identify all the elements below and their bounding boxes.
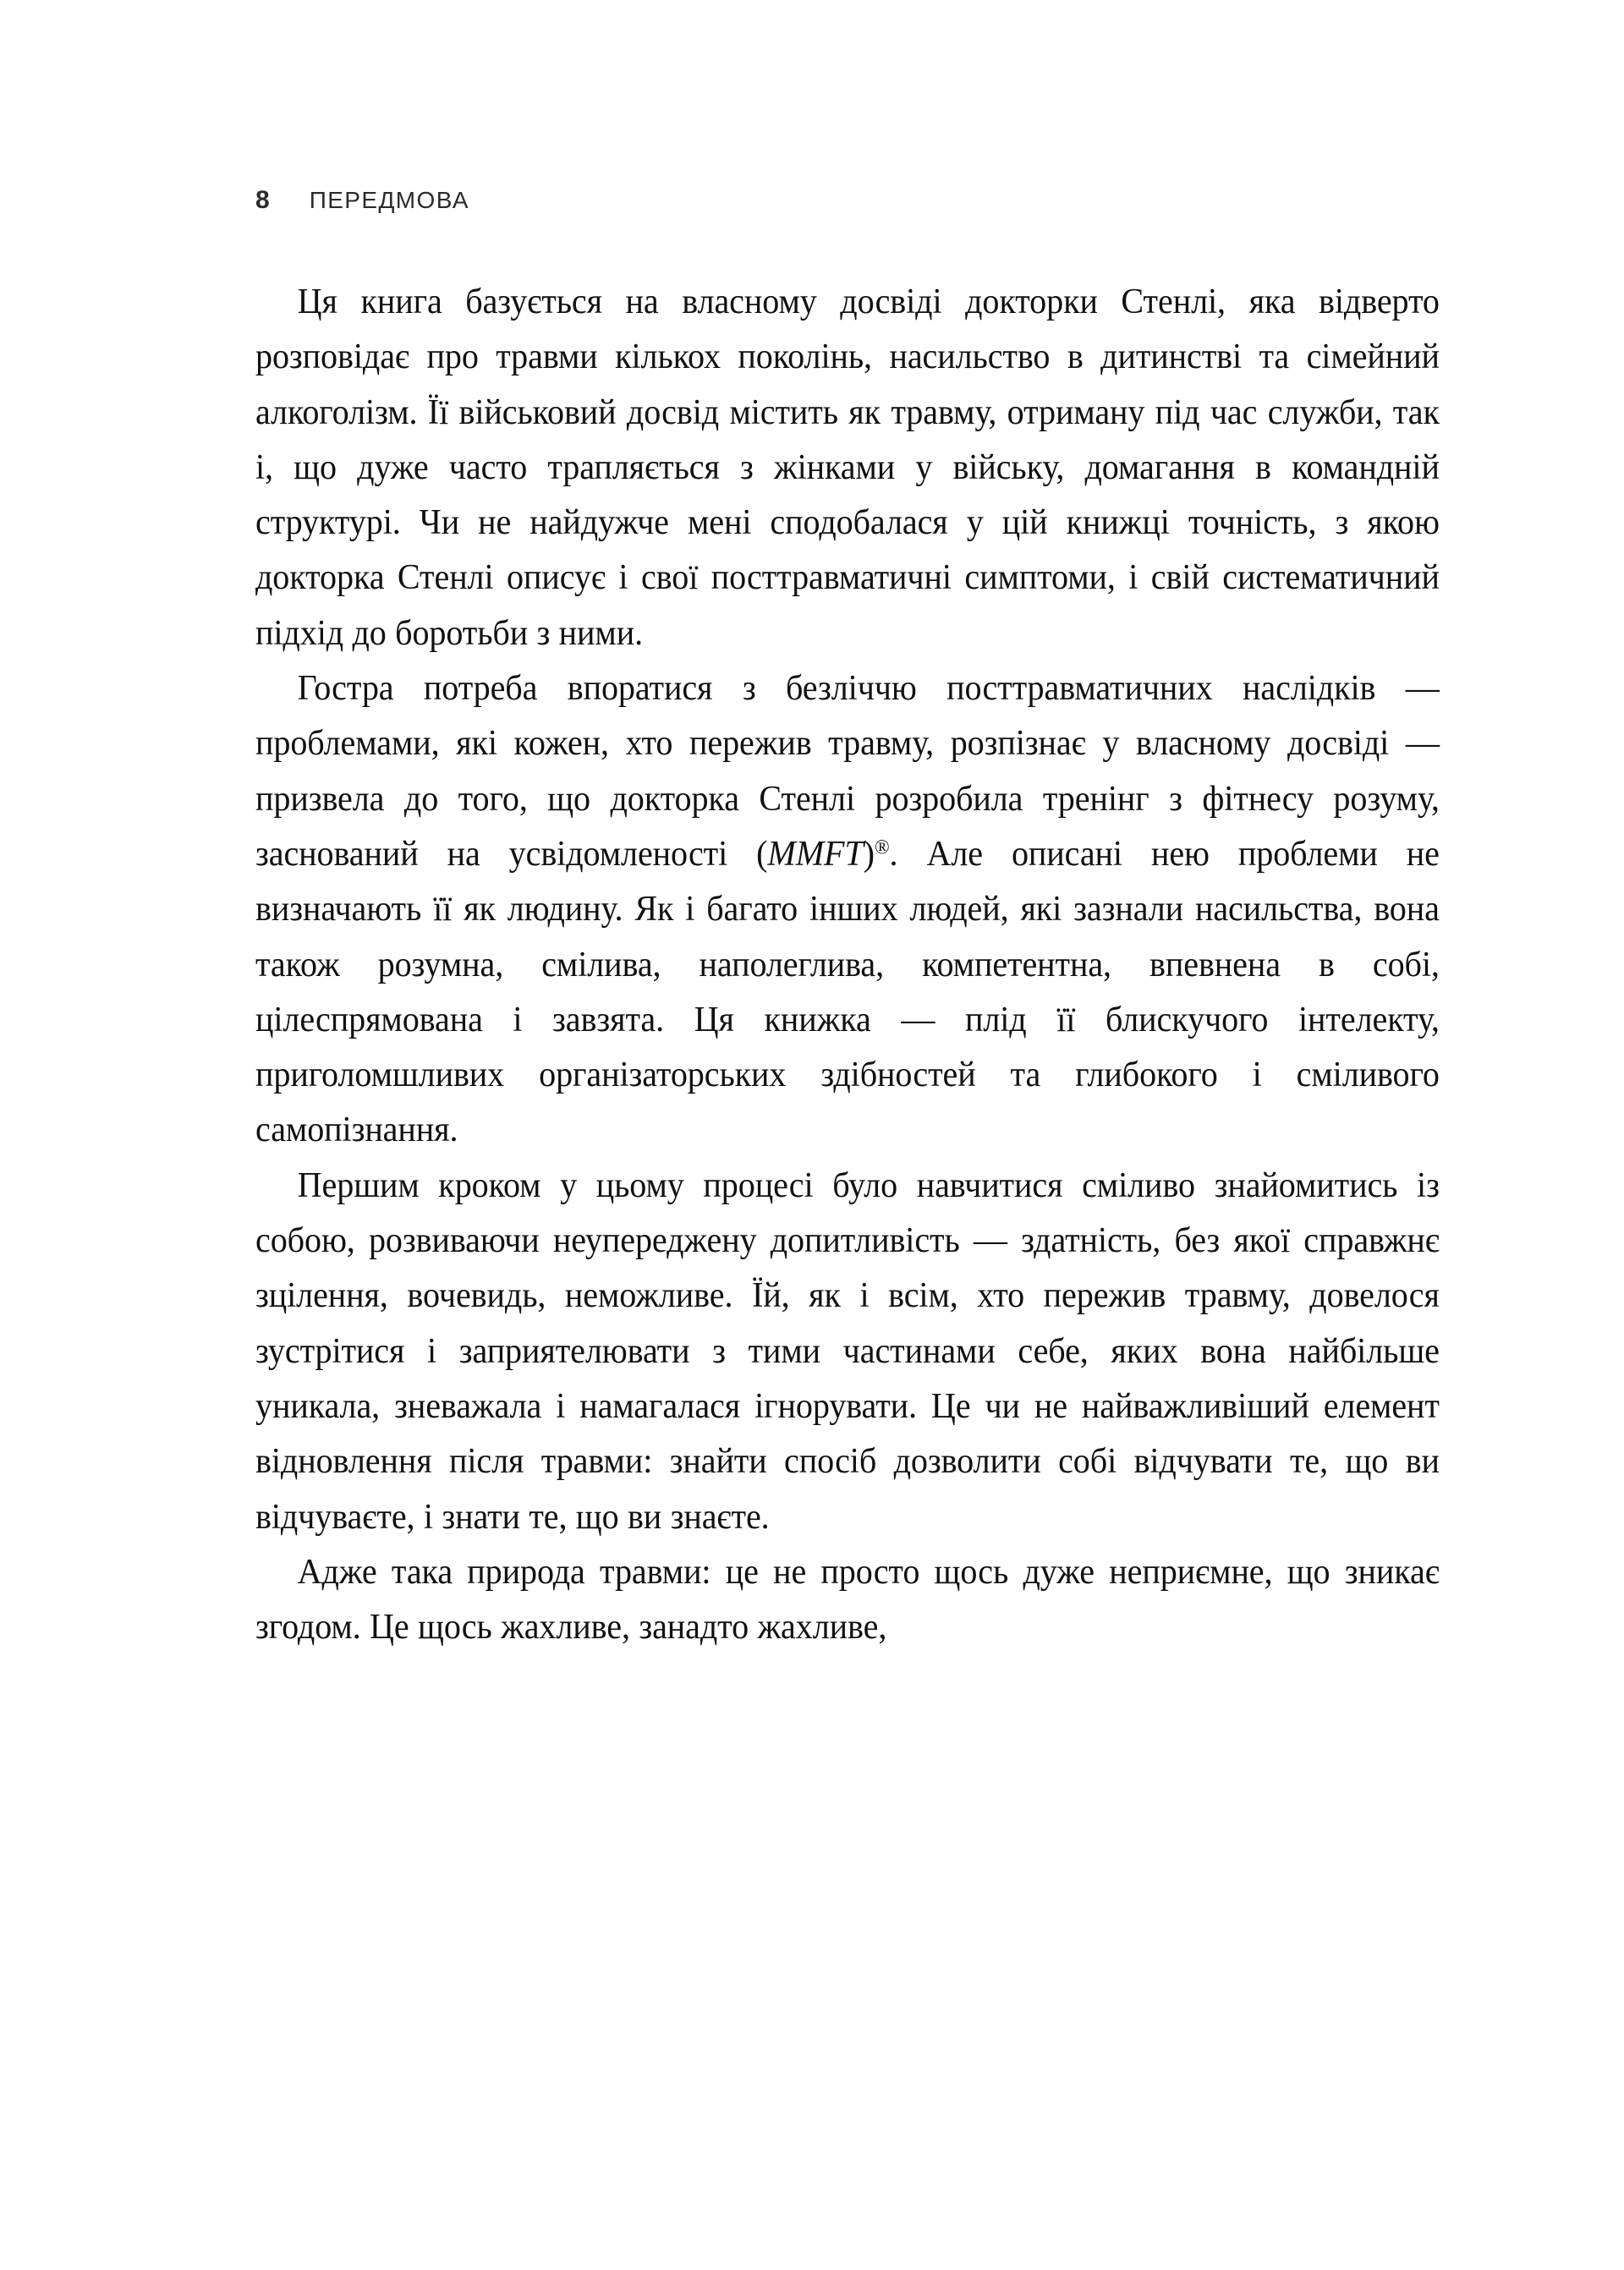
paragraph-1-text: Ця книга базується на власному досвіді докторки Стенлі, яка відверто розповідає про травми кількох поколінь, насильство в дитинстві та сімейний алкоголізм. Її військовий досвід містить як травму, отриману під час служби, так і, що дуже часто трапляється з жінками у війську, домагання в командній структурі. Чи не найдужче мені сподобалася у цій книжці точність, з якою докторка Стенлі описує і свої посттравматичні симптоми, і свій систематичний підхід до боротьби з ними. <box>255 282 1440 653</box>
paragraph-4 <box>255 1545 1440 1656</box>
paragraph-3-text: Першим кроком у цьому процесі було навчитися сміливо знайомитись із собою, розвиваючи неупереджену допитливість — здатність, без якої справжнє зцілення, вочевидь, неможливе. Їй, як і всім, хто пережив травму, довелося зустрітися і заприятелювати з тими частинами себе, яких вона найбільше уникала, зневажала і намагалася ігнорувати. Це чи не найважливіший елемент відновлення після травми: знайти спосіб дозволити собі відчувати те, що ви відчуваєте, і знати те, що ви знаєте. <box>255 1165 1440 1537</box>
paragraph-2-seg-lead: Гостра потреба впоратися з безліччю посттравматичних наслідків — проблемами, які кожен, хто пережив травму, розпізнає у власному досвіді — призвела до того, що докторка Стенлі розробила тренінг з фітнесу розуму, заснований на усвідомленості ( <box>255 669 1440 874</box>
paragraph-1 <box>255 275 1440 661</box>
mmft-acronym: MMFT <box>767 834 864 874</box>
paragraph-2 <box>255 661 1440 1159</box>
paragraph-2-seg-tail: . Але описані нею проблеми не визначають її як людину. Як і багато інших людей, які зазнали насильства, вона також розумна, смілива, наполеглива, компетентна, впевнена в собі, цілеспрямована і завзята. Ця книжка — плід її блискучого інтелекту, приголомшливих організаторських здібностей та глибокого і сміливого самопізнання. <box>255 834 1440 1150</box>
body-text-block <box>255 275 1440 1655</box>
paragraph-2-text <box>255 661 1440 1159</box>
page-number: 8 <box>255 186 270 214</box>
paragraph-2-seg-paren: ) <box>863 834 875 874</box>
running-head-title: ПЕРЕДМОВА <box>309 187 469 213</box>
registered-trademark-symbol: ® <box>874 836 890 859</box>
paragraph-3 <box>255 1159 1440 1545</box>
running-head <box>255 188 469 213</box>
paragraph-4-text: Адже така природа травми: це не просто щось дуже неприємне, що зникає згодом. Це щось жахливе, занадто жахливе, <box>255 1552 1440 1648</box>
